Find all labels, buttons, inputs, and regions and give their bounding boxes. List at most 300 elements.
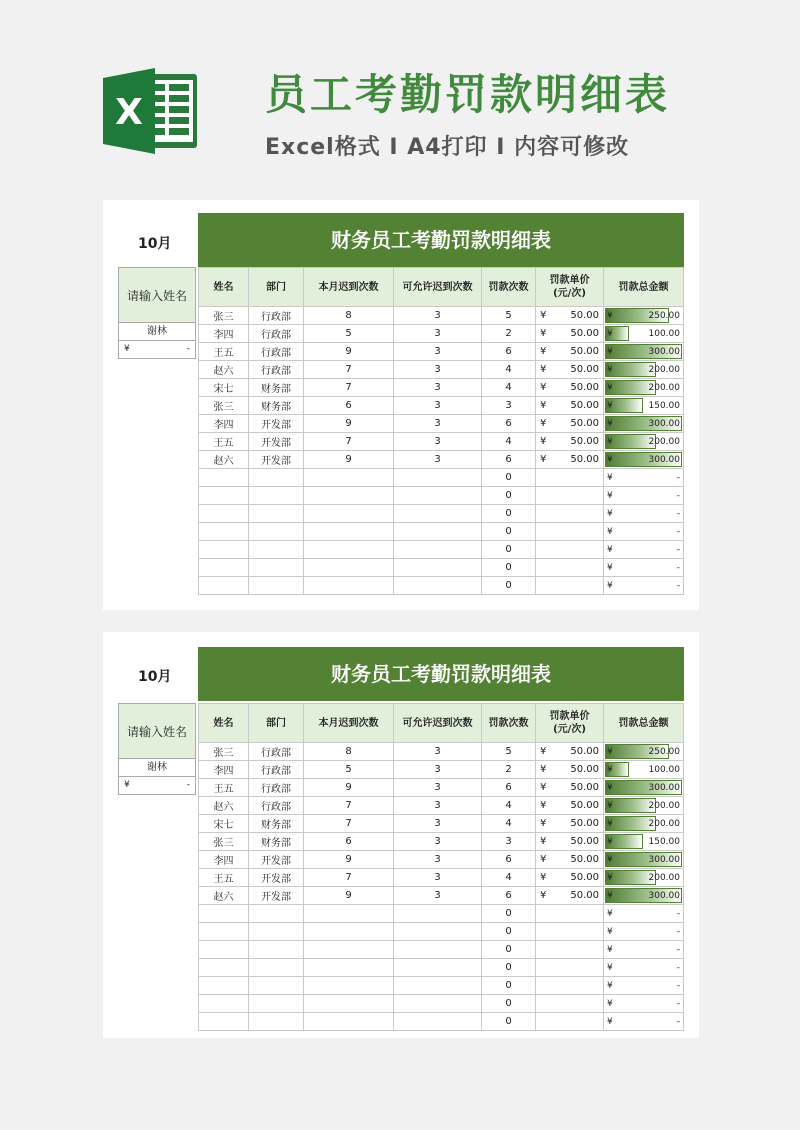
late-count-cell[interactable]: 9 <box>304 451 394 469</box>
unit-price-value: 50.00 <box>570 400 599 411</box>
allowed-late-cell[interactable]: 3 <box>394 397 482 415</box>
total-fine-value: 200.00 <box>648 382 680 393</box>
unit-price-cell[interactable] <box>536 869 604 887</box>
fine-count-cell[interactable]: 6 <box>482 415 536 433</box>
total-fine-cell[interactable] <box>604 397 684 415</box>
unit-price-cell[interactable] <box>536 487 604 505</box>
total-fine-cell[interactable] <box>604 379 684 397</box>
total-fine <box>604 783 683 793</box>
total-fine-cell[interactable] <box>604 905 684 923</box>
allowed-late-cell[interactable]: 3 <box>394 343 482 361</box>
currency-symbol: ¥ <box>607 454 613 465</box>
total-fine-cell[interactable] <box>604 433 684 451</box>
column-header: 罚款单价 (元/次) <box>536 268 604 307</box>
currency-symbol: ¥ <box>607 544 613 555</box>
unit-price-cell[interactable] <box>536 361 604 379</box>
allowed-late-cell[interactable] <box>394 959 482 977</box>
allowed-late-cell[interactable]: 3 <box>394 779 482 797</box>
total-fine <box>604 1017 683 1027</box>
currency-symbol: ¥ <box>607 926 613 937</box>
unit-price-cell[interactable] <box>536 307 604 325</box>
late-count-cell[interactable]: 7 <box>304 379 394 397</box>
unit-price-cell[interactable] <box>536 833 604 851</box>
total-fine-value: 300.00 <box>648 454 680 465</box>
name-input-cell[interactable]: 请输入姓名 <box>118 703 196 759</box>
unit-price-cell[interactable] <box>536 523 604 541</box>
employee-name-cell[interactable]: 李四 <box>199 325 249 343</box>
allowed-late-cell[interactable] <box>394 923 482 941</box>
employee-name-cell[interactable] <box>199 941 249 959</box>
lookup-amount-cell <box>118 777 196 795</box>
late-count-cell[interactable]: 7 <box>304 361 394 379</box>
department-cell[interactable] <box>249 959 304 977</box>
allowed-late-cell[interactable] <box>394 469 482 487</box>
department-cell[interactable] <box>249 559 304 577</box>
employee-name-cell[interactable]: 李四 <box>199 851 249 869</box>
name-input-cell[interactable]: 请输入姓名 <box>118 267 196 323</box>
department-cell[interactable] <box>249 923 304 941</box>
table-row <box>199 923 684 941</box>
sheet-title: 财务员工考勤罚款明细表 <box>198 647 684 701</box>
employee-name-cell[interactable]: 王五 <box>199 343 249 361</box>
currency-symbol: ¥ <box>607 562 613 573</box>
fine-count-cell[interactable]: 6 <box>482 343 536 361</box>
department-cell[interactable]: 财务部 <box>249 379 304 397</box>
late-count-cell[interactable]: 7 <box>304 433 394 451</box>
fine-count-cell[interactable]: 0 <box>482 941 536 959</box>
total-fine-value: - <box>676 980 680 991</box>
total-fine-cell[interactable] <box>604 869 684 887</box>
department-cell[interactable] <box>249 995 304 1013</box>
total-fine-cell[interactable] <box>604 995 684 1013</box>
allowed-late-cell[interactable] <box>394 905 482 923</box>
late-count-cell[interactable] <box>304 905 394 923</box>
employee-name-cell[interactable]: 王五 <box>199 869 249 887</box>
table-row <box>199 977 684 995</box>
employee-name-cell[interactable]: 李四 <box>199 415 249 433</box>
name-lookup-panel <box>118 703 196 795</box>
fine-count-cell[interactable]: 4 <box>482 815 536 833</box>
total-fine-cell[interactable] <box>604 577 684 595</box>
department-cell[interactable] <box>249 505 304 523</box>
table-row <box>199 577 684 595</box>
unit-price-value: 50.00 <box>570 854 599 865</box>
unit-price-cell[interactable] <box>536 887 604 905</box>
fine-count-cell[interactable]: 0 <box>482 959 536 977</box>
total-fine-cell[interactable] <box>604 343 684 361</box>
department-cell[interactable] <box>249 1013 304 1031</box>
currency-symbol: ¥ <box>540 854 547 865</box>
department-cell[interactable]: 行政部 <box>249 361 304 379</box>
department-cell[interactable] <box>249 577 304 595</box>
department-cell[interactable] <box>249 977 304 995</box>
fine-count-cell[interactable]: 4 <box>482 869 536 887</box>
lookup-name-cell[interactable]: 谢林 <box>118 323 196 341</box>
fine-count-cell[interactable]: 0 <box>482 905 536 923</box>
currency-symbol: ¥ <box>607 436 613 447</box>
late-count-cell[interactable] <box>304 541 394 559</box>
unit-price-cell[interactable] <box>536 1013 604 1031</box>
total-fine-cell[interactable] <box>604 523 684 541</box>
currency-symbol: ¥ <box>540 418 547 429</box>
fine-count-cell[interactable]: 4 <box>482 379 536 397</box>
unit-price-cell[interactable] <box>536 541 604 559</box>
unit-price-cell[interactable] <box>536 577 604 595</box>
allowed-late-cell[interactable]: 3 <box>394 451 482 469</box>
lookup-name-cell[interactable]: 谢林 <box>118 759 196 777</box>
total-fine-cell[interactable] <box>604 977 684 995</box>
unit-price-cell[interactable] <box>536 433 604 451</box>
department-cell[interactable]: 行政部 <box>249 307 304 325</box>
total-fine <box>604 999 683 1009</box>
unit-price-cell[interactable] <box>536 977 604 995</box>
department-cell[interactable]: 开发部 <box>249 851 304 869</box>
allowed-late-cell[interactable]: 3 <box>394 815 482 833</box>
allowed-late-cell[interactable]: 3 <box>394 325 482 343</box>
currency-symbol: ¥ <box>607 872 613 883</box>
table-row <box>199 959 684 977</box>
currency-symbol: ¥ <box>607 800 613 811</box>
fine-count-cell[interactable]: 0 <box>482 523 536 541</box>
unit-price-cell[interactable] <box>536 923 604 941</box>
allowed-late-cell[interactable] <box>394 941 482 959</box>
late-count-cell[interactable]: 9 <box>304 343 394 361</box>
total-fine-cell[interactable] <box>604 505 684 523</box>
unit-price-cell[interactable] <box>536 379 604 397</box>
column-header: 部门 <box>249 704 304 743</box>
fine-count-cell[interactable]: 4 <box>482 433 536 451</box>
employee-name-cell[interactable] <box>199 469 249 487</box>
employee-name-cell[interactable]: 赵六 <box>199 451 249 469</box>
lookup-amount: - <box>186 780 190 790</box>
unit-price-cell[interactable] <box>536 905 604 923</box>
department-cell[interactable] <box>249 523 304 541</box>
department-cell[interactable]: 开发部 <box>249 451 304 469</box>
total-fine <box>604 509 683 519</box>
fine-count-cell[interactable]: 0 <box>482 977 536 995</box>
total-fine-cell[interactable] <box>604 887 684 905</box>
employee-name-cell[interactable]: 宋七 <box>199 379 249 397</box>
total-fine-cell[interactable] <box>604 851 684 869</box>
late-count-cell[interactable]: 9 <box>304 779 394 797</box>
unit-price-cell[interactable] <box>536 959 604 977</box>
fine-count-cell[interactable]: 0 <box>482 995 536 1013</box>
fine-count-cell[interactable]: 0 <box>482 487 536 505</box>
fine-count-cell[interactable]: 6 <box>482 779 536 797</box>
late-count-cell[interactable] <box>304 577 394 595</box>
allowed-late-cell[interactable] <box>394 523 482 541</box>
late-count-cell[interactable] <box>304 995 394 1013</box>
employee-name-cell[interactable] <box>199 523 249 541</box>
late-count-cell[interactable] <box>304 487 394 505</box>
employee-name-cell[interactable]: 赵六 <box>199 361 249 379</box>
department-cell[interactable]: 开发部 <box>249 415 304 433</box>
allowed-late-cell[interactable] <box>394 1013 482 1031</box>
total-fine-value: - <box>676 944 680 955</box>
table-row <box>199 815 684 833</box>
unit-price <box>536 454 603 465</box>
unit-price-cell[interactable] <box>536 761 604 779</box>
department-cell[interactable]: 开发部 <box>249 869 304 887</box>
fine-count-cell[interactable]: 5 <box>482 307 536 325</box>
department-cell[interactable]: 财务部 <box>249 815 304 833</box>
late-count-cell[interactable]: 6 <box>304 833 394 851</box>
fine-count-cell[interactable]: 0 <box>482 1013 536 1031</box>
total-fine-value: 300.00 <box>648 782 680 793</box>
employee-name-cell[interactable] <box>199 1013 249 1031</box>
unit-price-value: 50.00 <box>570 346 599 357</box>
total-fine <box>604 747 683 757</box>
lookup-amount: - <box>186 344 190 354</box>
total-fine-cell[interactable] <box>604 923 684 941</box>
total-fine <box>604 347 683 357</box>
unit-price-cell[interactable] <box>536 325 604 343</box>
allowed-late-cell[interactable]: 3 <box>394 415 482 433</box>
department-cell[interactable] <box>249 487 304 505</box>
unit-price-cell[interactable] <box>536 343 604 361</box>
unit-price-cell[interactable] <box>536 779 604 797</box>
employee-name-cell[interactable]: 王五 <box>199 433 249 451</box>
fine-count-cell[interactable]: 6 <box>482 851 536 869</box>
table-row <box>199 433 684 451</box>
total-fine-cell[interactable] <box>604 307 684 325</box>
unit-price <box>536 818 603 829</box>
late-count-cell[interactable] <box>304 505 394 523</box>
total-fine-cell[interactable] <box>604 797 684 815</box>
unit-price-value: 50.00 <box>570 818 599 829</box>
unit-price-cell[interactable] <box>536 469 604 487</box>
department-cell[interactable]: 开发部 <box>249 887 304 905</box>
fine-count-cell[interactable]: 6 <box>482 451 536 469</box>
fine-count-cell[interactable]: 0 <box>482 559 536 577</box>
employee-name-cell[interactable]: 赵六 <box>199 887 249 905</box>
total-fine-cell[interactable] <box>604 415 684 433</box>
employee-name-cell[interactable] <box>199 959 249 977</box>
allowed-late-cell[interactable] <box>394 487 482 505</box>
fine-count-cell[interactable]: 2 <box>482 761 536 779</box>
department-cell[interactable] <box>249 541 304 559</box>
department-cell[interactable] <box>249 469 304 487</box>
unit-price-cell[interactable] <box>536 797 604 815</box>
unit-price-value: 50.00 <box>570 782 599 793</box>
unit-price-cell[interactable] <box>536 815 604 833</box>
total-fine-value: 100.00 <box>648 328 680 339</box>
allowed-late-cell[interactable]: 3 <box>394 379 482 397</box>
employee-name-cell[interactable] <box>199 995 249 1013</box>
currency-symbol: ¥ <box>540 800 547 811</box>
total-fine-cell[interactable] <box>604 941 684 959</box>
late-count-cell[interactable]: 8 <box>304 307 394 325</box>
fine-count-cell[interactable]: 0 <box>482 541 536 559</box>
total-fine-value: - <box>676 508 680 519</box>
unit-price-value: 50.00 <box>570 328 599 339</box>
total-fine <box>604 945 683 955</box>
allowed-late-cell[interactable]: 3 <box>394 361 482 379</box>
allowed-late-cell[interactable] <box>394 505 482 523</box>
employee-name-cell[interactable]: 宋七 <box>199 815 249 833</box>
total-fine-cell[interactable] <box>604 743 684 761</box>
unit-price-cell[interactable] <box>536 743 604 761</box>
allowed-late-cell[interactable]: 3 <box>394 433 482 451</box>
total-fine-cell[interactable] <box>604 1013 684 1031</box>
employee-name-cell[interactable] <box>199 577 249 595</box>
currency-symbol: ¥ <box>540 346 547 357</box>
employee-name-cell[interactable] <box>199 487 249 505</box>
unit-price-cell[interactable] <box>536 559 604 577</box>
fine-count-cell[interactable]: 0 <box>482 505 536 523</box>
total-fine-value: - <box>676 998 680 1009</box>
employee-name-cell[interactable]: 李四 <box>199 761 249 779</box>
department-cell[interactable] <box>249 941 304 959</box>
fine-count-cell[interactable]: 4 <box>482 797 536 815</box>
total-fine-cell[interactable] <box>604 815 684 833</box>
total-fine-cell[interactable] <box>604 451 684 469</box>
total-fine-cell[interactable] <box>604 779 684 797</box>
late-count-cell[interactable]: 5 <box>304 761 394 779</box>
late-count-cell[interactable]: 7 <box>304 815 394 833</box>
unit-price-cell[interactable] <box>536 851 604 869</box>
department-cell[interactable]: 行政部 <box>249 343 304 361</box>
department-cell[interactable]: 行政部 <box>249 743 304 761</box>
unit-price-cell[interactable] <box>536 415 604 433</box>
table-row <box>199 451 684 469</box>
allowed-late-cell[interactable] <box>394 995 482 1013</box>
fine-count-cell[interactable]: 3 <box>482 833 536 851</box>
allowed-late-cell[interactable] <box>394 541 482 559</box>
late-count-cell[interactable]: 5 <box>304 325 394 343</box>
allowed-late-cell[interactable]: 3 <box>394 833 482 851</box>
unit-price-cell[interactable] <box>536 941 604 959</box>
late-count-cell[interactable] <box>304 959 394 977</box>
employee-name-cell[interactable] <box>199 505 249 523</box>
department-cell[interactable] <box>249 905 304 923</box>
table-row <box>199 995 684 1013</box>
fine-count-cell[interactable]: 0 <box>482 577 536 595</box>
total-fine <box>604 801 683 811</box>
employee-name-cell[interactable]: 张三 <box>199 743 249 761</box>
unit-price-cell[interactable] <box>536 505 604 523</box>
total-fine <box>604 563 683 573</box>
allowed-late-cell[interactable]: 3 <box>394 851 482 869</box>
fine-count-cell[interactable]: 0 <box>482 923 536 941</box>
employee-name-cell[interactable]: 张三 <box>199 307 249 325</box>
total-fine-cell[interactable] <box>604 361 684 379</box>
fine-count-cell[interactable]: 2 <box>482 325 536 343</box>
department-cell[interactable]: 行政部 <box>249 761 304 779</box>
employee-name-cell[interactable]: 王五 <box>199 779 249 797</box>
employee-name-cell[interactable]: 赵六 <box>199 797 249 815</box>
fine-count-cell[interactable]: 3 <box>482 397 536 415</box>
employee-name-cell[interactable] <box>199 541 249 559</box>
department-cell[interactable]: 行政部 <box>249 797 304 815</box>
late-count-cell[interactable]: 9 <box>304 851 394 869</box>
late-count-cell[interactable] <box>304 559 394 577</box>
late-count-cell[interactable] <box>304 469 394 487</box>
late-count-cell[interactable] <box>304 923 394 941</box>
late-count-cell[interactable]: 6 <box>304 397 394 415</box>
fine-detail-table <box>198 703 684 1031</box>
department-cell[interactable]: 开发部 <box>249 433 304 451</box>
employee-name-cell[interactable] <box>199 977 249 995</box>
total-fine-cell[interactable] <box>604 959 684 977</box>
currency-symbol: ¥ <box>540 872 547 883</box>
allowed-late-cell[interactable]: 3 <box>394 307 482 325</box>
total-fine-value: - <box>676 580 680 591</box>
allowed-late-cell[interactable]: 3 <box>394 887 482 905</box>
unit-price-cell[interactable] <box>536 397 604 415</box>
unit-price <box>536 328 603 339</box>
allowed-late-cell[interactable]: 3 <box>394 743 482 761</box>
currency-symbol: ¥ <box>607 908 613 919</box>
total-fine-cell[interactable] <box>604 761 684 779</box>
employee-name-cell[interactable] <box>199 559 249 577</box>
total-fine-value: 150.00 <box>648 400 680 411</box>
allowed-late-cell[interactable] <box>394 577 482 595</box>
total-fine-value: 300.00 <box>648 890 680 901</box>
total-fine-value: 300.00 <box>648 854 680 865</box>
department-cell[interactable]: 行政部 <box>249 325 304 343</box>
total-fine-cell[interactable] <box>604 325 684 343</box>
allowed-late-cell[interactable]: 3 <box>394 869 482 887</box>
column-header: 本月迟到次数 <box>304 268 394 307</box>
unit-price-cell[interactable] <box>536 995 604 1013</box>
fine-count-cell[interactable]: 5 <box>482 743 536 761</box>
department-cell[interactable]: 财务部 <box>249 397 304 415</box>
department-cell[interactable]: 财务部 <box>249 833 304 851</box>
late-count-cell[interactable] <box>304 523 394 541</box>
total-fine-cell[interactable] <box>604 833 684 851</box>
late-count-cell[interactable]: 7 <box>304 869 394 887</box>
late-count-cell[interactable]: 9 <box>304 887 394 905</box>
currency-symbol: ¥ <box>540 328 547 339</box>
total-fine-cell[interactable] <box>604 541 684 559</box>
employee-name-cell[interactable]: 张三 <box>199 397 249 415</box>
allowed-late-cell[interactable] <box>394 559 482 577</box>
currency-symbol: ¥ <box>607 328 613 339</box>
allowed-late-cell[interactable] <box>394 977 482 995</box>
currency-symbol: ¥ <box>607 890 613 901</box>
month-label: 10月 <box>138 236 172 252</box>
sheet-title: 财务员工考勤罚款明细表 <box>198 213 684 267</box>
currency-symbol: ¥ <box>540 400 547 411</box>
employee-name-cell[interactable] <box>199 923 249 941</box>
late-count-cell[interactable]: 7 <box>304 797 394 815</box>
column-header: 部门 <box>249 268 304 307</box>
late-count-cell[interactable] <box>304 941 394 959</box>
employee-name-cell[interactable]: 张三 <box>199 833 249 851</box>
currency-symbol: ¥ <box>540 382 547 393</box>
total-fine-cell[interactable] <box>604 469 684 487</box>
late-count-cell[interactable]: 8 <box>304 743 394 761</box>
unit-price-value: 50.00 <box>570 800 599 811</box>
unit-price-value: 50.00 <box>570 746 599 757</box>
total-fine-cell[interactable] <box>604 487 684 505</box>
allowed-late-cell[interactable]: 3 <box>394 761 482 779</box>
fine-count-cell[interactable]: 4 <box>482 361 536 379</box>
fine-count-cell[interactable]: 0 <box>482 469 536 487</box>
allowed-late-cell[interactable]: 3 <box>394 797 482 815</box>
unit-price-cell[interactable] <box>536 451 604 469</box>
employee-name-cell[interactable] <box>199 905 249 923</box>
late-count-cell[interactable]: 9 <box>304 415 394 433</box>
total-fine <box>604 437 683 447</box>
fine-count-cell[interactable]: 6 <box>482 887 536 905</box>
late-count-cell[interactable] <box>304 977 394 995</box>
department-cell[interactable]: 行政部 <box>249 779 304 797</box>
unit-price-value: 50.00 <box>570 436 599 447</box>
total-fine-cell[interactable] <box>604 559 684 577</box>
late-count-cell[interactable] <box>304 1013 394 1031</box>
